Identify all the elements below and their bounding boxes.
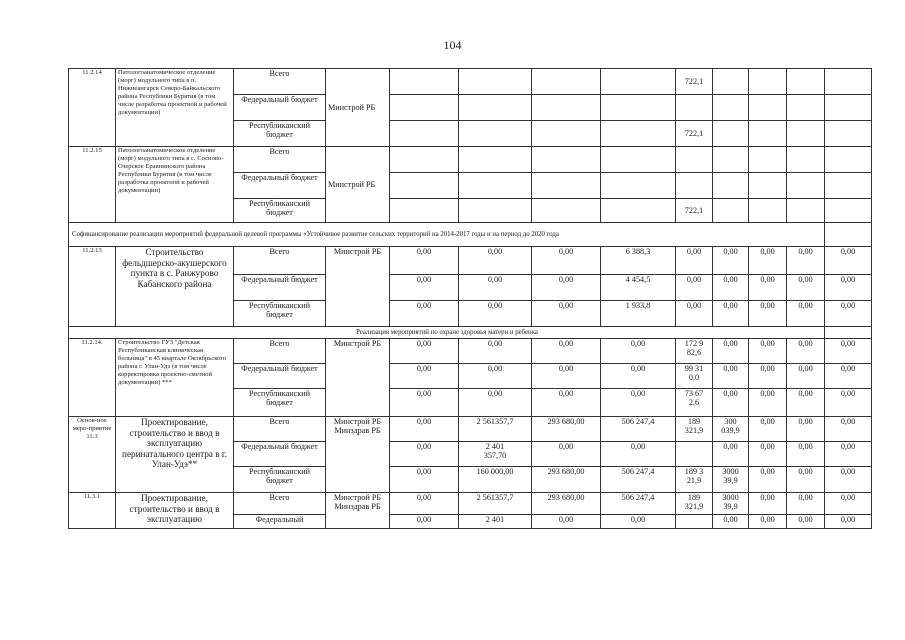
empty-cell (390, 199, 459, 223)
value-cell: 0,00 (749, 467, 787, 493)
empty-cell (390, 69, 459, 95)
section-row (69, 327, 872, 339)
funding-source: Федеральный бюджет (234, 173, 326, 199)
empty-cell (390, 95, 459, 121)
empty-cell (459, 95, 532, 121)
value-cell: 0,00 (532, 389, 601, 417)
value-cell: 293 680,00 (532, 467, 601, 493)
value-cell: 0,00 (787, 364, 825, 389)
row-number: 11.2.13 (69, 247, 116, 327)
funding-source: Республиканский бюджет (234, 121, 326, 147)
empty-cell (459, 69, 532, 95)
empty-cell (787, 121, 825, 147)
value-cell: 0,00 (532, 247, 601, 275)
empty-cell (787, 69, 825, 95)
value-cell: 300 039,9 (713, 417, 749, 442)
section-title: Реализация мероприятий по охране здоровья матери и ребенка (69, 327, 825, 339)
empty-cell (459, 173, 532, 199)
empty-cell (390, 173, 459, 199)
value-cell: 0,00 (749, 339, 787, 364)
funding-source: Всего (234, 69, 326, 95)
value-cell: 3000 39,9 (713, 493, 749, 515)
responsible-org: Минстрой РБ (326, 247, 390, 327)
empty-cell (787, 173, 825, 199)
value-cell: 0,00 (825, 493, 872, 515)
value-cell: 0,00 (825, 442, 872, 467)
table-row (69, 247, 872, 275)
value-cell: 0,00 (749, 275, 787, 301)
row-description: Строительство ГУЗ "Детская Республиканская клиническая больница" в 45 квартале Октябрьского района г. Улан-Удэ (в том числе корректировка проектно-сметной документации) *** (116, 339, 234, 417)
row-description: Проектирование, строительство и ввод в эксплуатацию (116, 493, 234, 529)
empty-cell (749, 147, 787, 173)
value-cell: 0,00 (787, 515, 825, 529)
value-cell: 73 67 2,6 (676, 389, 713, 417)
value-cell: 0,00 (713, 442, 749, 467)
funding-source: Всего (234, 417, 326, 442)
empty-cell (749, 173, 787, 199)
empty-cell (532, 95, 601, 121)
value-cell: 0,00 (390, 339, 459, 364)
empty-cell (532, 69, 601, 95)
row-number: 11.2.14. (69, 339, 116, 417)
value-cell: 0,00 (713, 247, 749, 275)
value-cell: 0,00 (787, 493, 825, 515)
value-cell: 0,00 (825, 417, 872, 442)
row-number: 11.2.14 (69, 69, 116, 147)
value-cell: 0,00 (676, 301, 713, 327)
value-cell: 0,00 (713, 339, 749, 364)
value-cell: 0,00 (713, 275, 749, 301)
value-cell (676, 515, 713, 529)
empty-cell (825, 173, 872, 199)
value-cell: 0,00 (459, 389, 532, 417)
value-cell: 0,00 (459, 364, 532, 389)
value-cell: 0,00 (390, 493, 459, 515)
value-cell: 0,00 (787, 339, 825, 364)
responsible-org: Минстрой РБ Минздрав РБ (326, 493, 390, 529)
empty-cell (601, 173, 676, 199)
value-cell: 0,00 (787, 275, 825, 301)
funding-source: Республиканский бюджет (234, 301, 326, 327)
value-cell: 0,00 (532, 275, 601, 301)
value-cell: 0,00 (390, 247, 459, 275)
empty-cell (459, 147, 532, 173)
value-cell: 0,00 (787, 247, 825, 275)
value-cell: 1 933,8 (601, 301, 676, 327)
value-cell: 0,00 (390, 442, 459, 467)
value-cell: 293 680,00 (532, 493, 601, 515)
row-description: Патологоанатомическое отделение (морг) модульного типа в п. Нижнеангарск Северо-Байкальского района Республики Бурятия (в том числе разработка проектной и рабочей документации) (116, 69, 234, 147)
value-cell: 0,00 (749, 389, 787, 417)
empty-cell (601, 121, 676, 147)
empty-cell (390, 147, 459, 173)
empty-cell (749, 199, 787, 223)
empty-cell (532, 173, 601, 199)
value-cell: 0,00 (532, 339, 601, 364)
funding-source: Федеральный (234, 515, 326, 529)
empty-cell (749, 95, 787, 121)
value-cell: 722,1 (676, 199, 713, 223)
funding-source: Республиканский бюджет (234, 389, 326, 417)
value-cell: 0,00 (601, 389, 676, 417)
value-cell: 0,00 (601, 515, 676, 529)
value-cell: 0,00 (390, 417, 459, 442)
value-cell: 293 680,00 (532, 417, 601, 442)
value-cell: 0,00 (825, 275, 872, 301)
row-number: Основ-ное меро-приятие 11.3 (69, 417, 116, 493)
value-cell: 506 247,4 (601, 467, 676, 493)
value-cell: 0,00 (390, 389, 459, 417)
value-cell: 2 401 (459, 515, 532, 529)
row-number: 11.3.1 (69, 493, 116, 529)
value-cell: 0,00 (459, 339, 532, 364)
value-cell: 0,00 (676, 247, 713, 275)
row-number: 11.2.15 (69, 147, 116, 223)
section-title: Софинансирование реализации мероприятий федеральной целевой программы «Устойчивое развитие сельских территорий на 2014-2017 годы и на период до 2020 года (69, 223, 825, 247)
value-cell: 0,00 (676, 275, 713, 301)
page-number: 104 (443, 38, 462, 52)
value-cell: 0,00 (390, 364, 459, 389)
empty-cell (601, 69, 676, 95)
empty-cell (713, 173, 749, 199)
value-cell: 2 401 357,70 (459, 442, 532, 467)
value-cell: 0,00 (825, 339, 872, 364)
value-cell: 722,1 (676, 121, 713, 147)
value-cell: 506 247,4 (601, 493, 676, 515)
value-cell (676, 442, 713, 467)
empty-cell (601, 147, 676, 173)
value-cell: 0,00 (825, 301, 872, 327)
funding-source: Всего (234, 247, 326, 275)
empty-cell (825, 95, 872, 121)
value-cell (676, 147, 713, 173)
value-cell: 0,00 (601, 364, 676, 389)
table-row (69, 339, 872, 364)
section-row (69, 223, 872, 247)
responsible-org: Минстрой РБ (326, 147, 390, 223)
value-cell: 160 000,00 (459, 467, 532, 493)
value-cell: 0,00 (787, 467, 825, 493)
funding-source: Республиканский бюджет (234, 467, 326, 493)
value-cell: 0,00 (713, 301, 749, 327)
row-description: Проектирование, строительство и ввод в эксплуатацию перинатального центра в г. Улан-Удэ** (116, 417, 234, 493)
value-cell: 0,00 (601, 339, 676, 364)
value-cell: 0,00 (787, 417, 825, 442)
value-cell: 506 247,4 (601, 417, 676, 442)
value-cell: 4 454,5 (601, 275, 676, 301)
value-cell: 0,00 (749, 493, 787, 515)
empty-cell (825, 147, 872, 173)
value-cell: 0,00 (825, 515, 872, 529)
responsible-org: Минстрой РБ (326, 69, 390, 147)
empty-cell (390, 121, 459, 147)
value-cell: 0,00 (749, 442, 787, 467)
empty-cell (713, 121, 749, 147)
value-cell (676, 95, 713, 121)
value-cell: 0,00 (787, 442, 825, 467)
funding-source: Всего (234, 147, 326, 173)
empty-cell (713, 95, 749, 121)
empty-cell (749, 121, 787, 147)
empty-cell (713, 199, 749, 223)
responsible-org: Минстрой РБ (326, 339, 390, 417)
value-cell: 0,00 (459, 247, 532, 275)
empty-cell (787, 95, 825, 121)
empty-cell (532, 147, 601, 173)
empty-cell (825, 121, 872, 147)
value-cell: 0,00 (532, 364, 601, 389)
value-cell: 0,00 (749, 364, 787, 389)
value-cell: 0,00 (713, 515, 749, 529)
empty-cell (601, 199, 676, 223)
table-row (69, 69, 872, 95)
value-cell (676, 173, 713, 199)
empty-cell (713, 69, 749, 95)
empty-cell (825, 199, 872, 223)
empty-cell (787, 147, 825, 173)
funding-source: Республиканский бюджет (234, 199, 326, 223)
value-cell: 0,00 (532, 442, 601, 467)
table-row (69, 417, 872, 442)
funding-source: Всего (234, 493, 326, 515)
table-body (69, 69, 872, 529)
funding-source: Федеральный бюджет (234, 95, 326, 121)
value-cell: 0,00 (749, 301, 787, 327)
value-cell: 0,00 (749, 515, 787, 529)
value-cell: 0,00 (532, 515, 601, 529)
value-cell: 0,00 (825, 467, 872, 493)
value-cell: 0,00 (713, 389, 749, 417)
value-cell: 189 321,9 (676, 493, 713, 515)
value-cell: 0,00 (390, 467, 459, 493)
value-cell: 0,00 (825, 247, 872, 275)
empty-cell (825, 327, 872, 339)
value-cell: 0,00 (390, 515, 459, 529)
funding-source: Федеральный бюджет (234, 364, 326, 389)
empty-cell (787, 199, 825, 223)
value-cell: 0,00 (825, 389, 872, 417)
responsible-org: Минстрой РБ Минздрав РБ (326, 417, 390, 493)
value-cell: 0,00 (749, 247, 787, 275)
empty-cell (749, 69, 787, 95)
value-cell: 2 561357,7 (459, 493, 532, 515)
value-cell: 189 3 21,9 (676, 467, 713, 493)
empty-cell (601, 95, 676, 121)
table-row (69, 493, 872, 515)
value-cell: 172 9 82,6 (676, 339, 713, 364)
value-cell: 0,00 (825, 364, 872, 389)
value-cell: 0,00 (390, 301, 459, 327)
row-description: Патологоанатомическое отделение (морг) модульного типа в с. Сосново-Озерское Еравнинского района Республики Бурятия (в том числе разработка проектной и рабочей документации) (116, 147, 234, 223)
funding-source: Федеральный бюджет (234, 442, 326, 467)
value-cell: 0,00 (749, 417, 787, 442)
empty-cell (459, 121, 532, 147)
empty-cell (713, 147, 749, 173)
value-cell: 99 31 0,0 (676, 364, 713, 389)
value-cell: 0,00 (459, 275, 532, 301)
funding-source: Всего (234, 339, 326, 364)
value-cell: 0,00 (459, 301, 532, 327)
empty-cell (532, 121, 601, 147)
budget-table (68, 68, 872, 529)
empty-cell (459, 199, 532, 223)
value-cell: 2 561357,7 (459, 417, 532, 442)
value-cell: 3000 39,9 (713, 467, 749, 493)
value-cell: 189 321,9 (676, 417, 713, 442)
empty-cell (825, 223, 872, 247)
value-cell: 0,00 (601, 442, 676, 467)
value-cell: 0,00 (787, 301, 825, 327)
value-cell: 0,00 (390, 275, 459, 301)
empty-cell (532, 199, 601, 223)
value-cell: 0,00 (532, 301, 601, 327)
funding-source: Федеральный бюджет (234, 275, 326, 301)
value-cell: 722,1 (676, 69, 713, 95)
empty-cell (825, 69, 872, 95)
row-description: Строительство фельдшерско-акушерского пункта в с. Ранжурово Кабанского района (116, 247, 234, 327)
value-cell: 6 388,3 (601, 247, 676, 275)
value-cell: 0,00 (713, 364, 749, 389)
table-row (69, 147, 872, 173)
value-cell: 0,00 (787, 389, 825, 417)
